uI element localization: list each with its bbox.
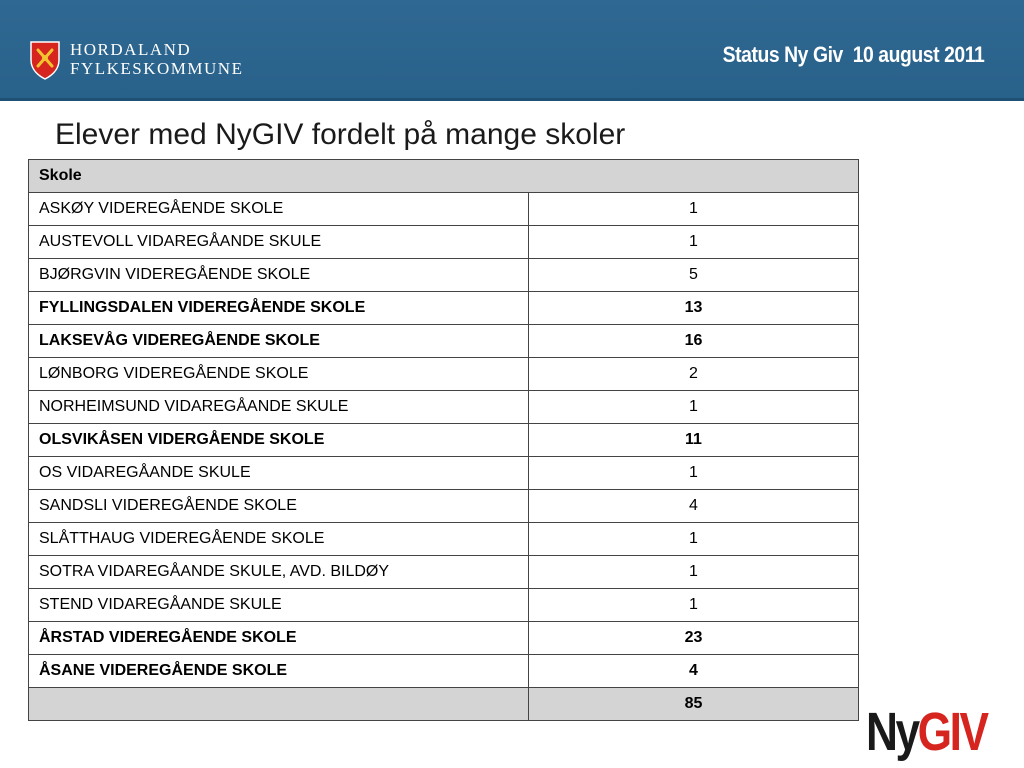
table-row bbox=[29, 589, 859, 622]
table-row bbox=[29, 424, 859, 457]
page-title: Elever med NyGIV fordelt på mange skoler bbox=[55, 118, 626, 151]
table-row bbox=[29, 259, 859, 292]
student-count-cell: 1 bbox=[529, 589, 859, 622]
table-row bbox=[29, 556, 859, 589]
school-name-cell: OLSVIKÅSEN VIDERGÅENDE SKOLE bbox=[29, 424, 529, 457]
student-count-cell: 16 bbox=[529, 325, 859, 358]
school-name-cell: SLÅTTHAUG VIDEREGÅENDE SKOLE bbox=[29, 523, 529, 556]
table-row bbox=[29, 490, 859, 523]
table-row bbox=[29, 523, 859, 556]
organization-name-line1: HORDALAND bbox=[70, 40, 192, 59]
student-count-cell: 4 bbox=[529, 655, 859, 688]
student-count-cell: 1 bbox=[529, 193, 859, 226]
student-count-cell: 23 bbox=[529, 622, 859, 655]
school-name-cell: ASKØY VIDEREGÅENDE SKOLE bbox=[29, 193, 529, 226]
table-row bbox=[29, 226, 859, 259]
school-name-cell: SANDSLI VIDEREGÅENDE SKOLE bbox=[29, 490, 529, 523]
student-count-cell: 5 bbox=[529, 259, 859, 292]
school-name-cell: AUSTEVOLL VIDAREGÅANDE SKULE bbox=[29, 226, 529, 259]
school-name-cell: SOTRA VIDAREGÅANDE SKULE, AVD. BILDØY bbox=[29, 556, 529, 589]
table-header-school: Skole bbox=[29, 160, 859, 193]
school-name-cell: BJØRGVIN VIDEREGÅENDE SKOLE bbox=[29, 259, 529, 292]
student-count-cell: 1 bbox=[529, 391, 859, 424]
table-row bbox=[29, 358, 859, 391]
student-count-cell: 1 bbox=[529, 556, 859, 589]
table-row bbox=[29, 292, 859, 325]
student-count-cell: 13 bbox=[529, 292, 859, 325]
school-name-cell: STEND VIDAREGÅANDE SKULE bbox=[29, 589, 529, 622]
table-total-row bbox=[29, 688, 859, 721]
school-name-cell: NORHEIMSUND VIDAREGÅANDE SKULE bbox=[29, 391, 529, 424]
table-row bbox=[29, 655, 859, 688]
header-bar bbox=[0, 0, 1024, 101]
student-count-cell: 4 bbox=[529, 490, 859, 523]
schools-table bbox=[28, 159, 859, 721]
student-count-cell: 1 bbox=[529, 523, 859, 556]
school-name-cell: LØNBORG VIDEREGÅENDE SKOLE bbox=[29, 358, 529, 391]
total-count-cell: 85 bbox=[529, 688, 859, 721]
school-name-cell: FYLLINGSDALEN VIDEREGÅENDE SKOLE bbox=[29, 292, 529, 325]
school-name-cell: OS VIDAREGÅANDE SKULE bbox=[29, 457, 529, 490]
student-count-cell: 1 bbox=[529, 457, 859, 490]
organization-name-line2: FYLKESKOMMUNE bbox=[70, 59, 244, 78]
student-count-cell: 2 bbox=[529, 358, 859, 391]
nygiv-logo-giv: GIV bbox=[917, 702, 987, 762]
status-title: Status Ny Giv 10 august 2011 bbox=[722, 42, 984, 67]
organization-name bbox=[70, 40, 243, 78]
total-label-cell bbox=[29, 688, 529, 721]
school-name-cell: ÅRSTAD VIDEREGÅENDE SKOLE bbox=[29, 622, 529, 655]
nygiv-logo-ny: Ny bbox=[866, 702, 918, 762]
table-row bbox=[29, 325, 859, 358]
table-row bbox=[29, 622, 859, 655]
nygiv-logo bbox=[866, 702, 987, 762]
school-name-cell: ÅSANE VIDEREGÅENDE SKOLE bbox=[29, 655, 529, 688]
hordaland-shield-icon bbox=[29, 40, 61, 80]
student-count-cell: 1 bbox=[529, 226, 859, 259]
table-row bbox=[29, 457, 859, 490]
table-header-row bbox=[29, 160, 859, 193]
table-row bbox=[29, 391, 859, 424]
school-name-cell: LAKSEVÅG VIDEREGÅENDE SKOLE bbox=[29, 325, 529, 358]
student-count-cell: 11 bbox=[529, 424, 859, 457]
table-row bbox=[29, 193, 859, 226]
